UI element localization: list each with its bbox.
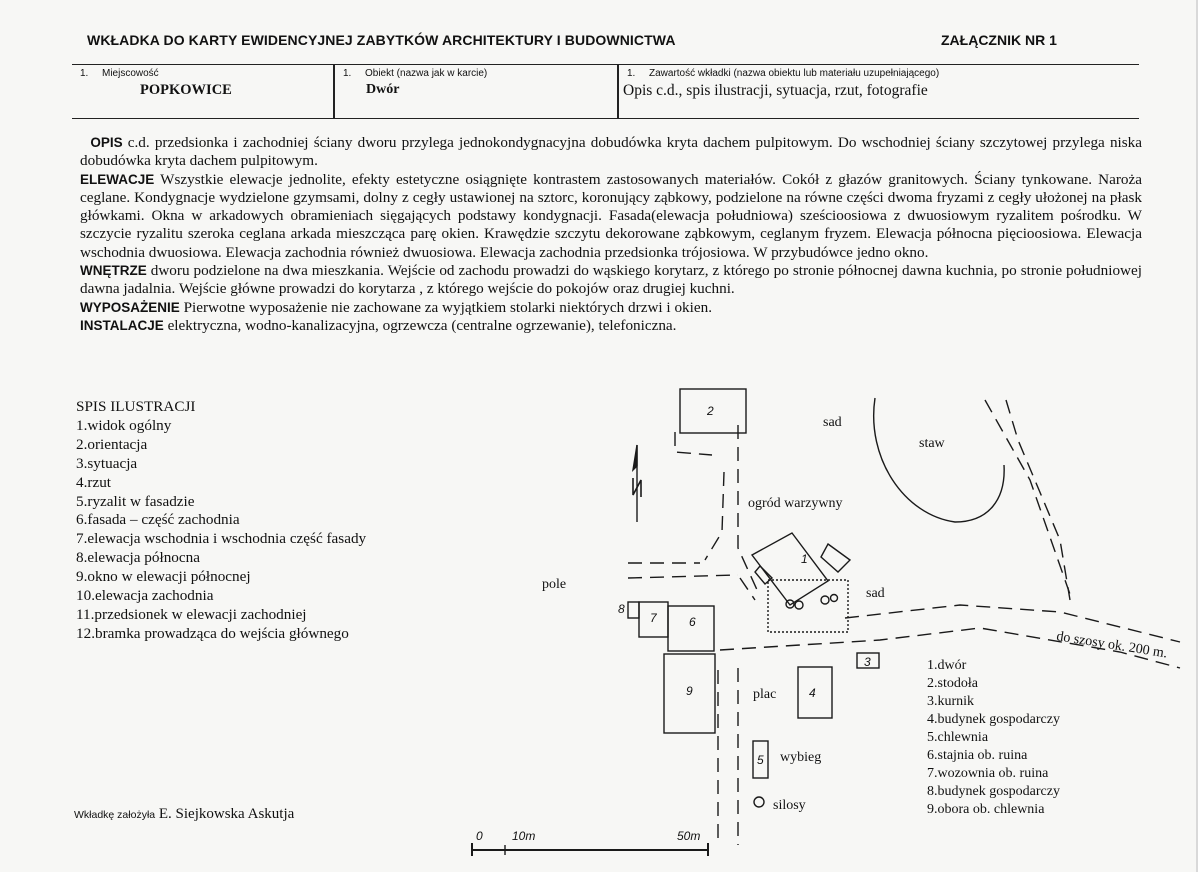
illustration-item: 1.widok ogólny xyxy=(76,416,172,434)
building-number: 5 xyxy=(757,753,764,767)
locality-label: Miejscowość xyxy=(102,68,159,79)
object-value: Dwór xyxy=(366,82,400,97)
kw-wyposazenie: WYPOSAŻENIE xyxy=(80,299,180,315)
illustration-item: 5.ryzalit w fasadzie xyxy=(76,492,195,510)
legend-item: 1.dwór xyxy=(927,658,967,673)
building-number: 8 xyxy=(618,602,625,616)
building-number: 1 xyxy=(801,552,808,566)
contents-value: Opis c.d., spis ilustracji, sytuacja, rzut, fotografie xyxy=(623,82,928,99)
scale-label-fifty: 50m xyxy=(677,829,701,843)
legend-item: 9.obora ob. chlewnia xyxy=(927,802,1045,817)
map-label-sad-right: sad xyxy=(866,586,885,601)
legend-item: 7.wozownia ob. ruina xyxy=(927,766,1049,781)
desc-elewacje-text: Wszystkie elewacje jednolite, efekty estetyczne osiągnięte kontrastem zastosowanych materiałów. Cokół z głazów granitowych. Ściany tynkowane. Naroża ceglane. Kondygnacje wydzielone gzymsami, dolny z cegły ustawionej na sztorc, koronujący ząbkowy, podzielone na równe części dwoma fryzami z cegły ułożonej na płask główkami. Okna w arkadowych obramieniach sięgających podstawy kondygnacji. Fasada(elewacja południowa) sześcioosiowa z dwuosiowym ryzalitem pośrodku. W szczycie ryzalitu szeroka ceglana arkada mieszcząca parę okien. Krawędzie szczytu dekorowane ząbkowym, ceglanym fryzem. Elewacja północna pięcioosiowa. Elewacja wschodnia dwuosiowa. Elewacja zachodnia również dwuosiowa. Elewacja zachodnia przedsionka trójosiowa. W przybudówce jedno okno. xyxy=(80,170,1142,261)
illustration-item: 11.przedsionek w elewacji zachodniej xyxy=(76,605,307,623)
kw-instalacje: INSTALACJE xyxy=(80,317,164,333)
road-lines xyxy=(628,400,1180,845)
map-label-wybieg: wybieg xyxy=(780,750,822,765)
scale-label-zero: 0 xyxy=(476,829,483,843)
map-label-pole: pole xyxy=(542,577,567,592)
illustration-item: 12.bramka prowadząca do wejścia głównego xyxy=(76,624,349,642)
building-8 xyxy=(628,602,639,618)
building-number: 2 xyxy=(707,404,714,418)
building-number: 6 xyxy=(689,615,696,629)
illustration-item: 8.elewacja północna xyxy=(76,549,200,567)
map-label-ogrod: ogród warzywny xyxy=(748,496,843,511)
author-name: E. Siejkowska Askutja xyxy=(158,806,295,822)
illustration-item: 7.elewacja wschodnia i wschodnia część fasady xyxy=(76,530,367,548)
north-arrow-icon xyxy=(633,445,641,522)
building-number: 9 xyxy=(686,684,693,698)
kw-wnetrze: WNĘTRZE xyxy=(80,263,147,279)
contents-num: 1. xyxy=(627,68,636,79)
author-prefix: Wkładkę założyła xyxy=(74,809,156,821)
map-legend xyxy=(927,657,1060,819)
building-number: 3 xyxy=(864,655,871,669)
illustration-item: 2.orientacja xyxy=(76,435,148,453)
legend-item: 5.chlewnia xyxy=(927,730,989,745)
illustration-list-title: SPIS ILUSTRACJI xyxy=(76,398,196,415)
illustration-item: 4.rzut xyxy=(76,473,112,491)
building-number: 7 xyxy=(650,611,657,625)
map-label-plac: plac xyxy=(753,687,777,702)
illustration-item: 9.okno w elewacji północnej xyxy=(76,568,251,586)
garden-bushes xyxy=(786,595,838,610)
annex-number: ZAŁĄCZNIK NR 1 xyxy=(941,32,1057,48)
legend-item: 3.kurnik xyxy=(927,694,975,709)
map-label-sad-top: sad xyxy=(823,415,842,430)
object-label: Obiekt (nazwa jak w karcie) xyxy=(365,68,488,79)
legend-item: 6.stajnia ob. ruina xyxy=(927,748,1028,763)
contents-label: Zawartość wkładki (nazwa obiektu lub materiału uzupełniającego) xyxy=(649,68,940,79)
silo-icon xyxy=(754,797,764,807)
locality-num: 1. xyxy=(80,68,89,79)
desc-instalacje-text: elektryczna, wodno-kanalizacyjna, ogrzewcza (centralne ogrzewanie), telefoniczna. xyxy=(163,316,677,334)
scale-label-ten: 10m xyxy=(512,829,536,843)
map-label-road: do szosy ok. 200 m. xyxy=(1055,629,1169,662)
illustration-item: 6.fasada – część zachodnia xyxy=(76,511,240,529)
desc-wyposazenie-text: Pierwotne wyposażenie nie zachowane za wyjątkiem stolarki niektórych drzwi i okien. xyxy=(179,298,712,316)
illustration-item: 3.sytuacja xyxy=(76,454,138,472)
object-num: 1. xyxy=(343,68,352,79)
legend-item: 2.stodoła xyxy=(927,676,978,691)
map-label-silosy: silosy xyxy=(773,798,806,813)
kw-elewacje: ELEWACJE xyxy=(80,171,155,187)
kw-opis: OPIS xyxy=(90,135,123,150)
map-label-staw: staw xyxy=(919,436,945,451)
legend-item: 8.budynek gospodarczy xyxy=(927,784,1060,799)
pond-outline xyxy=(874,398,1004,522)
illustration-item: 10.elewacja zachodnia xyxy=(76,587,214,605)
locality-value: POPKOWICE xyxy=(140,82,232,98)
legend-item: 4.budynek gospodarczy xyxy=(927,712,1060,727)
dwor-garden xyxy=(768,580,848,632)
desc-wnetrze-text: dworu podzielone na dwa mieszkania. Wejście od zachodu prowadzi do wąskiego korytarz, z którego po stronie północnej dawna kuchnia, po stronie południowej dawna jadalnia. Wejście główne prowadzi do korytarza , z którego wejście do pokojów oraz drugiej kuchni. xyxy=(80,262,1142,298)
scale-bar xyxy=(472,843,708,856)
building-number: 4 xyxy=(809,686,816,700)
document-title: WKŁADKA DO KARTY EWIDENCYJNEJ ZABYTKÓW ARCHITEKTURY I BUDOWNICTWA xyxy=(87,32,676,48)
desc-opis-text: c.d. przedsionka i zachodniej ściany dworu przylega jednokondygnacyjna dobudówka kryta dachem pulpitowym. Do wschodniej ściany szczytowej przylega niska dobudówka kryta dachem pulpitowym. xyxy=(80,134,1142,170)
